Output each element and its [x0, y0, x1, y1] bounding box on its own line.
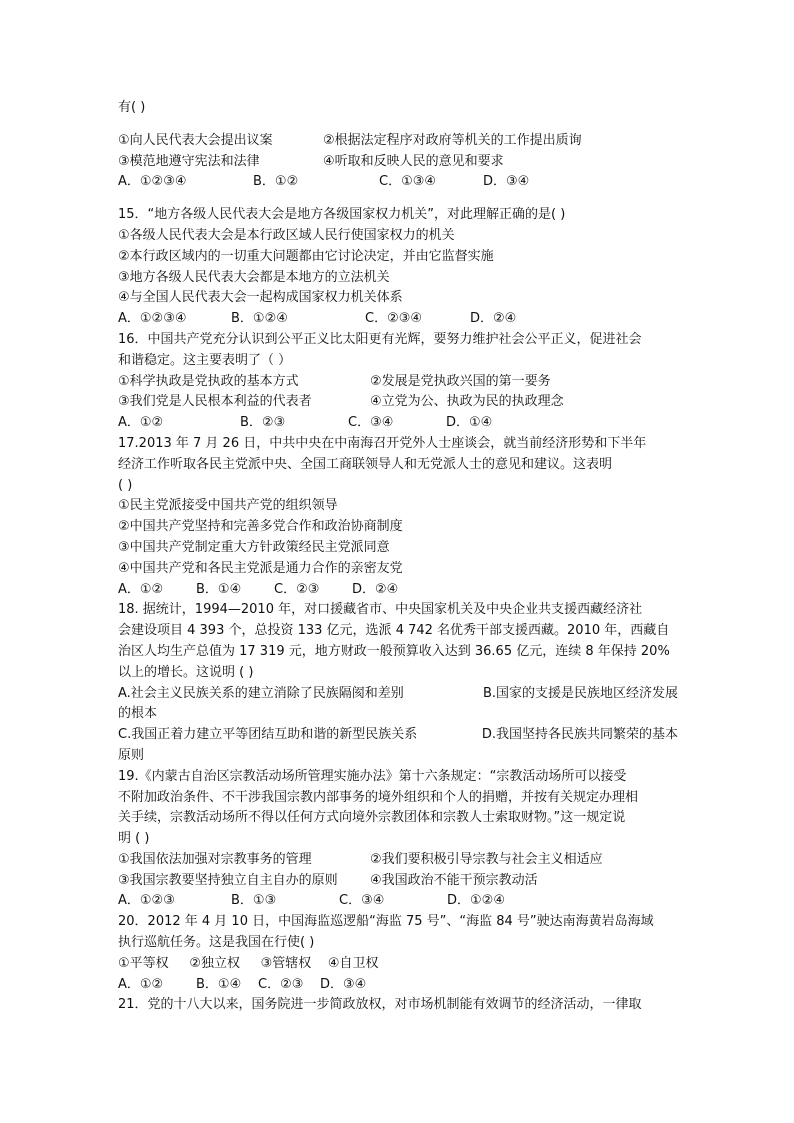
q21-stem-line-1: 21．党的十八大以来，国务院进一步简政放权，对市场机制能有效调节的经济活动，一律取 — [118, 997, 642, 1013]
q19-answer-c[interactable]: C．③④ — [339, 893, 385, 909]
q20-options: ①平等权 ②独立权 ③管辖权 ④自卫权 — [118, 955, 379, 971]
q16-answer-c[interactable]: C．③④ — [348, 415, 394, 431]
q17-stem-line-2: 经济工作听取各民主党派中央、全国工商联领导人和无党派人士的意见和建议。这表明 — [118, 456, 613, 472]
q18-stem-line-2: 会建设项目 4 393 个，总投资 133 亿元，选派 4 742 名优秀干部支援西藏。2010 年，西藏自 — [118, 623, 670, 639]
q16-answer-d[interactable]: D．①④ — [446, 415, 493, 431]
q20-answer-a[interactable]: A．①② — [118, 976, 164, 992]
q18-option-d[interactable]: D.我国坚持各民族共同繁荣的基本 — [481, 727, 678, 743]
q14-options-row-2 — [118, 152, 678, 173]
q19-answer-a[interactable]: A．①②③ — [118, 893, 175, 909]
q17-answer-c[interactable]: C．②③ — [274, 581, 320, 597]
q16-answers — [118, 413, 678, 434]
q19-stem-line-1: 19.《内蒙古自治区宗教活动场所管理实施办法》第十六条规定：“宗教活动场所可以接受 — [118, 768, 627, 784]
q16-options-row-2 — [118, 392, 678, 413]
q19-answer-b[interactable]: B．①③ — [231, 893, 277, 909]
q18-option-c[interactable]: C.我国正着力建立平等团结互助和谐的新型民族关系 — [118, 727, 418, 743]
q14-option-4: ④听取和反映人民的意见和要求 — [323, 153, 504, 169]
q15-stem: 15．“地方各级人民代表大会是地方各级国家权力机关”，对此理解正确的是( ) — [118, 207, 566, 223]
q18-stem-line-3: 治区人均生产总值为 17 319 元，地方财政一般预算收入达到 36.65 亿元，连续 8 年保持 20% — [118, 643, 670, 659]
q17-option-2: ②中国共产党坚持和完善多党合作和政治协商制度 — [118, 519, 403, 535]
q15-answer-a[interactable]: A．①②③④ — [118, 311, 187, 327]
q20-stem-line-2: 执行巡航任务。这是我国在行使( ) — [118, 935, 315, 951]
q14-answers — [118, 172, 678, 193]
q16-answer-b[interactable]: B．②③ — [240, 415, 286, 431]
q15-answers — [118, 309, 678, 330]
q15-answer-d[interactable]: D．②④ — [470, 311, 517, 327]
q14-answer-a[interactable]: A．①②③④ — [118, 174, 187, 190]
q16-stem-line-1: 16．中国共产党充分认识到公平正义比太阳更有光辉，要努力维护社会公平正义，促进社会 — [118, 331, 642, 347]
q14-answer-b[interactable]: B．①② — [253, 174, 299, 190]
q14-option-3: ③模范地遵守宪法和法律 — [118, 153, 260, 169]
q16-option-3: ③我们党是人民根本利益的代表者 — [118, 394, 312, 410]
q15-answer-c[interactable]: C．②③④ — [365, 311, 423, 327]
q19-option-4: ④我国政治不能干预宗教动活 — [370, 872, 538, 888]
q19-option-1: ①我国依法加强对宗教事务的管理 — [118, 851, 312, 867]
q18-option-b[interactable]: B.国家的支援是民族地区经济发展 — [482, 685, 678, 701]
q14-stem-tail: 有( ) — [118, 100, 146, 115]
q17-option-3: ③中国共产党制定重大方针政策经民主党派同意 — [118, 539, 390, 555]
q20-answer-d[interactable]: D．③④ — [320, 976, 367, 992]
q17-answers — [118, 580, 678, 601]
q19-answer-d[interactable]: D．①②④ — [447, 893, 505, 909]
q17-stem-line-1: 17.2013 年 7 月 26 日，中共中央在中南海召开党外人士座谈会，就当前经济形势和下半年 — [118, 435, 647, 451]
q16-options-row-1 — [118, 372, 678, 393]
q15-answer-b[interactable]: B．①②④ — [231, 311, 288, 327]
q16-option-4: ④立党为公、执政为民的执政理念 — [370, 394, 564, 410]
q15-option-3: ③地方各级人民代表大会都是本地方的立法机关 — [118, 269, 390, 285]
q17-option-1: ①民主党派接受中国共产党的组织领导 — [118, 498, 338, 514]
q15-option-1: ①各级人民代表大会是本行政区域人民行使国家权力的机关 — [118, 227, 455, 243]
q19-stem-line-4: 明 ( ) — [118, 831, 150, 847]
q17-answer-b[interactable]: B．①④ — [196, 581, 242, 597]
q17-stem-line-3: ( ) — [118, 477, 133, 493]
q18-option-d-cont: 原则 — [118, 747, 145, 763]
q16-option-1: ①科学执政是党执政的基本方式 — [118, 373, 299, 389]
q14-option-1: ①向人民代表大会提出议案 — [118, 132, 273, 148]
q14-answer-d[interactable]: D．③④ — [483, 174, 530, 190]
q19-option-2: ②我们要积极引导宗教与社会主义相适应 — [370, 851, 603, 867]
q16-answer-a[interactable]: A．①② — [118, 415, 164, 431]
q20-answer-b[interactable]: B．①④ — [196, 976, 242, 992]
q19-option-3: ③我国宗教要坚持独立自主自办的原则 — [118, 872, 338, 888]
q18-options-row-2 — [118, 725, 678, 746]
q15-option-2: ②本行政区域内的一切重大问题都由它讨论决定，并由它监督实施 — [118, 248, 494, 264]
q20-answers — [118, 975, 678, 996]
q17-answer-a[interactable]: A．①② — [118, 581, 164, 597]
q18-option-b-cont: 的根本 — [118, 706, 158, 722]
q20-stem-line-1: 20．2012 年 4 月 10 日，中国海监巡逻船“海监 75 号”、“海监 84 号”驶达南海黄岩岛海域 — [118, 914, 654, 930]
q17-answer-d[interactable]: D．②④ — [352, 581, 399, 597]
q19-options-row-2 — [118, 871, 678, 892]
q19-stem-line-3: 关手续，宗教活动场所不得以任何方式向境外宗教团体和宗教人士索取财物。”这一规定说 — [118, 810, 626, 826]
q19-options-row-1 — [118, 850, 678, 871]
q15-option-4: ④与全国人民代表大会一起构成国家权力机关体系 — [118, 290, 403, 306]
q18-stem-line-4: 以上的增长。这说明 ( ) — [118, 664, 254, 680]
q14-options-row-1 — [118, 131, 678, 152]
q19-stem-line-2: 不附加政治条件、不干涉我国宗教内部事务的境外组织和个人的捐赠，并按有关规定办理相 — [118, 789, 639, 805]
q18-stem-line-1: 18. 据统计，1994—2010 年，对口援藏省市、中央国家机关及中央企业共支援西藏经济社 — [118, 602, 643, 618]
q16-option-2: ②发展是党执政兴国的第一要务 — [370, 373, 551, 389]
q14-option-2: ②根据法定程序对政府等机关的工作提出质询 — [323, 132, 582, 148]
q17-option-4: ④中国共产党和各民主党派是通力合作的亲密友党 — [118, 560, 403, 576]
q16-stem-line-2: 和谐稳定。这主要表明了（ ） — [118, 352, 292, 368]
q14-answer-c[interactable]: C．①③④ — [379, 174, 437, 190]
question-list — [118, 98, 678, 1016]
q18-options-row-1 — [118, 684, 678, 705]
q19-answers — [118, 891, 678, 912]
q20-answer-c[interactable]: C．②③ — [258, 976, 304, 992]
q18-option-a[interactable]: A.社会主义民族关系的建立消除了民族隔阂和差别 — [118, 685, 404, 701]
